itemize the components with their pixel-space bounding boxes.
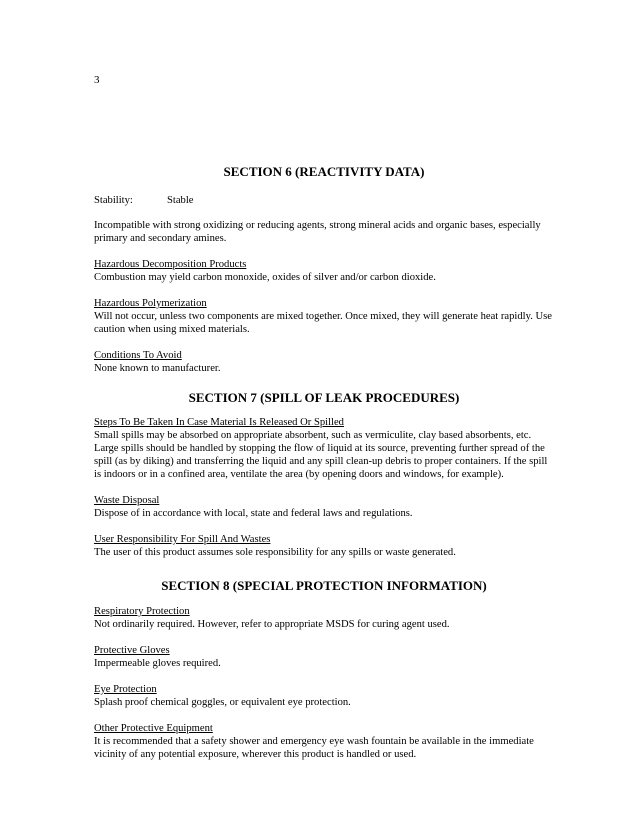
polymerization-block (94, 297, 554, 336)
section-7-heading: SECTION 7 (SPILL OF LEAK PROCEDURES) (188, 390, 460, 405)
conditions-block (94, 349, 554, 375)
incompatibility-paragraph: Incompatible with strong oxidizing or reducing agents, strong mineral acids and organic bases, especially primary and secondary amines. (94, 220, 541, 244)
respiratory-label: Respiratory Protection (94, 606, 190, 617)
gloves-label: Protective Gloves (94, 645, 170, 656)
section-8-heading: SECTION 8 (SPECIAL PROTECTION INFORMATION) (161, 578, 487, 593)
stability-value: Stable (167, 195, 194, 206)
gloves-text: Impermeable gloves required. (94, 658, 221, 669)
waste-disposal-label: Waste Disposal (94, 495, 160, 506)
page-number: 3 (94, 74, 100, 86)
polymerization-label: Hazardous Polymerization (94, 298, 207, 309)
eye-protection-block (94, 683, 554, 709)
spill-steps-label: Steps To Be Taken In Case Material Is Released Or Spilled (94, 417, 344, 428)
respiratory-block (94, 605, 554, 631)
stability-row (94, 194, 554, 207)
waste-disposal-text: Dispose of in accordance with local, state and federal laws and regulations. (94, 508, 413, 519)
respiratory-text: Not ordinarily required. However, refer to appropriate MSDS for curing agent used. (94, 619, 450, 630)
user-responsibility-text: The user of this product assumes sole responsibility for any spills or waste generated. (94, 547, 456, 558)
decomposition-text: Combustion may yield carbon monoxide, oxides of silver and/or carbon dioxide. (94, 272, 436, 283)
section-6-heading: SECTION 6 (REACTIVITY DATA) (223, 164, 425, 179)
user-responsibility-label: User Responsibility For Spill And Wastes (94, 534, 271, 545)
other-equipment-text: It is recommended that a safety shower and emergency eye wash fountain be available in the immediate vicinity of any potential exposure, wherever this product is handled or used. (94, 736, 534, 760)
decomposition-block (94, 258, 554, 284)
user-responsibility-block (94, 533, 554, 559)
decomposition-label: Hazardous Decomposition Products (94, 259, 247, 270)
polymerization-text: Will not occur, unless two components are mixed together. Once mixed, they will generate heat rapidly. Use caution when using mixed materials. (94, 311, 552, 335)
spill-steps-text: Small spills may be absorbed on appropriate absorbent, such as vermiculite, clay based absorbents, etc. Large spills should be handled by stopping the flow of liquid at its source, preventing further spread of the spill (as by diking) and transferring the liquid and any spill clean-up debris to proper containers. If the spill is indoors or in a confined area, ventilate the area (by opening doors and windows, for example). (94, 430, 548, 480)
eye-protection-text: Splash proof chemical goggles, or equivalent eye protection. (94, 697, 351, 708)
gloves-block (94, 644, 554, 670)
other-equipment-block (94, 722, 554, 761)
conditions-text: None known to manufacturer. (94, 363, 221, 374)
document-body (94, 164, 554, 761)
eye-protection-label: Eye Protection (94, 684, 157, 695)
stability-label: Stability: (94, 195, 133, 206)
other-equipment-label: Other Protective Equipment (94, 723, 213, 734)
conditions-label: Conditions To Avoid (94, 350, 182, 361)
spill-steps-block (94, 416, 554, 481)
waste-disposal-block (94, 494, 554, 520)
